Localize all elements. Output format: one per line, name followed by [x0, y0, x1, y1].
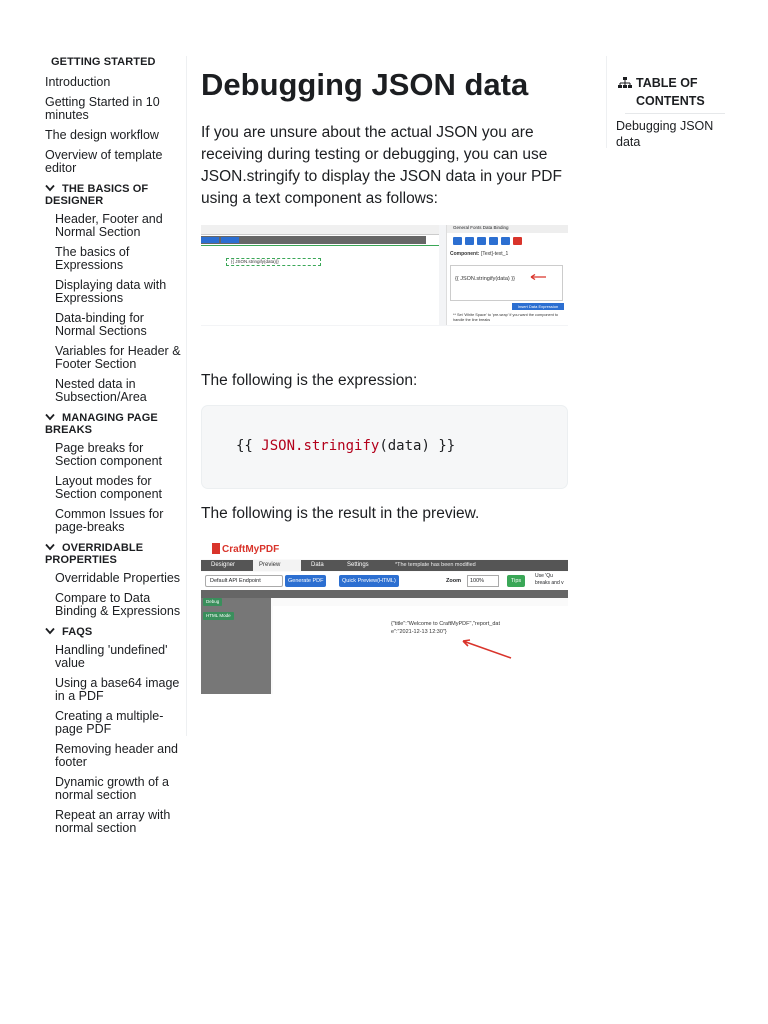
preview-side-panel	[201, 598, 271, 694]
debug-button: Debug	[203, 598, 222, 606]
tab-preview: Preview	[253, 560, 301, 571]
sidebar-item-multipage-pdf[interactable]: Creating a multiple-page PDF	[55, 709, 164, 737]
hint-line-2: breaks and v	[535, 580, 564, 586]
preview-screenshot	[201, 538, 568, 694]
sidebar-item-template-editor[interactable]: Overview of template editor	[45, 148, 163, 175]
toc-link-debugging[interactable]: Debugging JSON data	[616, 119, 714, 149]
json-line-1: {"title":"Welcome to CraftMyPDF","report_dat	[391, 621, 501, 627]
sidebar-category-label: FAQS	[62, 626, 93, 639]
code-block	[201, 405, 568, 489]
sidebar-category-label: THE BASICS OF DESIGNER	[45, 183, 149, 208]
properties-tab-labels: General Fonts Data Binding	[453, 225, 509, 230]
sidebar-item-dynamic-growth[interactable]: Dynamic growth of a normal section	[55, 775, 169, 803]
sidebar-item-layout-modes[interactable]: Layout modes for Section component	[55, 474, 163, 502]
sidebar-group-basics	[45, 183, 185, 404]
sidebar-item-remove-header-footer[interactable]: Removing header and footer	[55, 742, 178, 770]
sitemap-icon	[618, 77, 632, 89]
hint-line-1: Use 'Qu	[535, 573, 553, 579]
code-rest: (data) }}	[379, 438, 456, 454]
endpoint-select: Default API Endpoint	[205, 575, 283, 587]
zoom-label: Zoom	[446, 578, 461, 584]
sidebar-item-base64-image[interactable]: Using a base64 image in a PDF	[55, 676, 180, 704]
sidebar-item-repeat-array[interactable]: Repeat an array with normal section	[55, 808, 171, 836]
tips-button: Tips	[507, 575, 525, 587]
tab-designer: Designer	[211, 562, 236, 568]
preview-page	[273, 606, 568, 694]
component-value: [Text]-text_1	[481, 251, 509, 257]
html-mode-button: HTML Mode	[203, 612, 234, 620]
generate-pdf-button: Generate PDF	[285, 575, 326, 587]
page-title: Debugging JSON data	[201, 67, 529, 102]
sidebar-item-overridable-properties[interactable]: Overridable Properties	[55, 571, 181, 586]
toc-separator	[625, 113, 725, 114]
sidebar-item-undefined-value[interactable]: Handling 'undefined' value	[55, 643, 168, 671]
chevron-down-icon	[45, 412, 57, 424]
json-line-2: e":"2021-12-13 12:30"}	[391, 629, 447, 635]
sidebar-category-label: MANAGING PAGE BREAKS	[45, 412, 158, 437]
sidebar-group-faqs	[45, 626, 185, 835]
tab-settings: Settings	[347, 562, 369, 568]
section-guide	[201, 245, 439, 246]
toc-header	[625, 74, 726, 110]
code-brace-open: {{	[236, 438, 262, 454]
sidebar-item-nested-data[interactable]: Nested data in Subsection/Area	[55, 377, 147, 405]
sidebar-item-data-binding[interactable]: Data-binding for Normal Sections	[55, 311, 147, 339]
sidebar-section-getting-started: GETTING STARTED	[51, 56, 156, 68]
toolbar-buttons	[453, 237, 522, 245]
preview-divider-bar	[201, 590, 568, 598]
component-label: Component:	[450, 251, 480, 257]
zoom-select: 100%	[467, 575, 499, 587]
toc-header-label: TABLE OF CONTENTS	[636, 76, 705, 108]
sidebar-item-variables[interactable]: Variables for Header & Footer Section	[55, 344, 181, 372]
sidebar-item-header-footer[interactable]: Header, Footer and Normal Section	[55, 212, 163, 240]
sidebar-divider	[186, 56, 187, 736]
json-output	[391, 620, 500, 636]
sidebar-item-introduction[interactable]: Introduction	[45, 75, 111, 89]
preview-toolbar	[201, 572, 568, 590]
sidebar-category-basics[interactable]	[45, 183, 185, 207]
sidebar-item-compare-binding[interactable]: Compare to Data Binding & Expressions	[55, 591, 181, 619]
sidebar-item-displaying-data[interactable]: Displaying data with Expressions	[55, 278, 167, 306]
chevron-down-icon	[45, 626, 57, 638]
ruler	[201, 225, 439, 235]
tab-data: Data	[311, 562, 324, 568]
intro-paragraph: If you are unsure about the actual JSON you are receiving during testing or debugging, you can use JSON.stringify to display the JSON data in your PDF using a text component as follows:	[201, 124, 562, 207]
craftmypdf-logo	[212, 543, 279, 555]
section-chip	[221, 237, 239, 243]
article-content	[201, 64, 569, 210]
chevron-down-icon	[45, 183, 57, 195]
editor-tabs	[201, 560, 568, 571]
expression-label: The following is the expression:	[201, 372, 418, 389]
sidebar-item-basics-expressions[interactable]: The basics of Expressions	[55, 245, 130, 273]
properties-panel	[446, 225, 568, 325]
preview-label: The following is the result in the preview.	[201, 505, 480, 522]
app-header	[201, 538, 568, 559]
expression-editor	[450, 265, 563, 301]
properties-tabs	[447, 225, 568, 233]
logo-text: CraftMyPDF	[222, 544, 280, 555]
canvas-expression-text: {{ JSON.stringify(data)}}	[231, 259, 279, 264]
modified-notice: *The template has been modified	[395, 562, 476, 568]
sidebar-category-page-breaks[interactable]	[45, 412, 185, 436]
sidebar-category-faqs[interactable]	[45, 626, 185, 638]
insert-expression-button: Insert Data Expression	[512, 303, 564, 310]
sidebar-category-overridable[interactable]	[45, 542, 185, 566]
sidebar-group-page-breaks	[45, 412, 185, 534]
section-chip	[201, 237, 219, 243]
sidebar-group-overridable	[45, 542, 185, 618]
code-line	[236, 438, 455, 454]
designer-canvas	[201, 225, 439, 325]
sidebar-item-common-issues[interactable]: Common Issues for page-breaks	[55, 507, 164, 535]
quick-preview-button: Quick Preview(HTML)	[339, 575, 399, 587]
expression-text: {{ JSON.stringify(data) }}	[455, 276, 515, 282]
chevron-down-icon	[45, 542, 57, 554]
red-arrow-icon	[527, 274, 547, 280]
code-function: JSON.stringify	[261, 438, 380, 454]
white-space-note: ** Set 'White Space' to 'pre-wrap' if you want the component to handle the line breaks	[453, 313, 559, 322]
table-of-contents	[606, 56, 726, 150]
sidebar-item-page-breaks[interactable]: Page breaks for Section component	[55, 441, 163, 469]
use-hint	[535, 573, 564, 587]
docs-sidebar	[45, 56, 185, 842]
sidebar-item-design-workflow[interactable]: The design workflow	[45, 128, 159, 142]
sidebar-item-getting-started[interactable]: Getting Started in 10 minutes	[45, 95, 160, 122]
sidebar-category-label: OVERRIDABLE PROPERTIES	[45, 542, 144, 567]
designer-screenshot	[201, 225, 568, 326]
red-arrow-icon	[459, 638, 513, 660]
